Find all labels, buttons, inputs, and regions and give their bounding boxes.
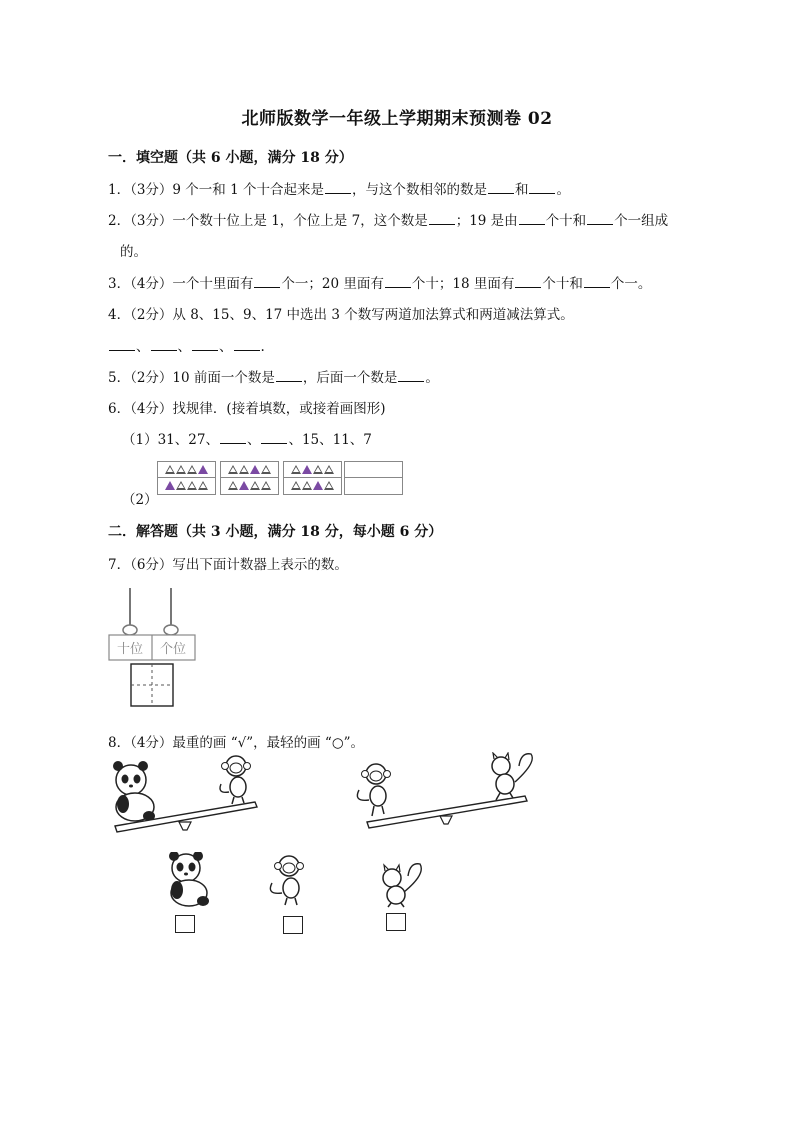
squirrel-choice-illustration	[380, 860, 426, 908]
triangle-outline-icon	[261, 481, 271, 490]
page-title: 北师版数学一年级上学期期末预测卷 02	[241, 109, 553, 129]
triangle-outline-icon	[187, 465, 197, 474]
q5-text-b: ，后面一个数是	[302, 370, 398, 386]
triangle-outline-icon	[324, 481, 334, 490]
q6-p1-text-b: 、15、11、7	[288, 432, 372, 448]
answer-blank[interactable]	[220, 431, 246, 444]
question-1	[108, 178, 570, 198]
tens-label: 十位	[116, 642, 144, 657]
triangle-outline-icon	[198, 481, 208, 490]
triangle-outline-icon	[261, 465, 271, 474]
answer-blank[interactable]	[385, 275, 411, 288]
answer-blank[interactable]	[234, 338, 260, 351]
answer-blank[interactable]	[261, 431, 287, 444]
monkey-answer-checkbox[interactable]	[283, 916, 303, 934]
answer-blank[interactable]	[192, 338, 218, 351]
answer-blank[interactable]	[109, 338, 135, 351]
pattern-box-1	[157, 461, 216, 495]
answer-blank[interactable]	[325, 181, 351, 194]
question-8: 8．（4分）最重的画 “√”，最轻的画 “○”。	[108, 735, 364, 751]
panda-choice-illustration	[162, 852, 214, 908]
triangle-outline-icon	[228, 465, 238, 474]
triangle-outline-icon	[176, 465, 186, 474]
triangle-outline-icon	[291, 465, 301, 474]
answer-blank[interactable]	[151, 338, 177, 351]
separator: 、	[246, 432, 261, 448]
squirrel-answer-checkbox[interactable]	[386, 913, 406, 931]
q6-p1-text-a: （1）31、27、	[122, 432, 219, 448]
q1-text-d: 。	[556, 182, 570, 198]
panda-answer-checkbox[interactable]	[175, 915, 195, 933]
answer-blank[interactable]	[519, 212, 545, 225]
q3-text-a: 3．（4分）一个十里面有	[108, 276, 254, 292]
question-2-cont: 的。	[120, 244, 147, 260]
separator: 、	[177, 339, 191, 355]
monkey-icon	[270, 856, 303, 905]
seesaw-pivot	[179, 822, 191, 830]
triangle-outline-icon	[291, 481, 301, 490]
section-solve-title: 二．解答题（共 3 小题，满分 18 分，每小题 6 分）	[108, 524, 443, 540]
answer-blank[interactable]	[429, 212, 455, 225]
q3-text-c: 个十；18 里面有	[411, 276, 515, 292]
answer-blank[interactable]	[276, 369, 302, 382]
answer-blank[interactable]	[584, 275, 610, 288]
question-2	[108, 209, 668, 229]
monkey-choice-illustration	[263, 855, 307, 907]
squirrel-icon	[492, 753, 532, 800]
question-4-answers	[108, 335, 265, 355]
question-4: 4．（2分）从 8、15、9、17 中选出 3 个数写两道加法算式和两道减法算式。	[108, 307, 574, 323]
monkey-icon	[220, 756, 251, 804]
q2-text-c: 个十和	[545, 213, 587, 229]
triangle-filled-icon	[165, 481, 175, 490]
question-6: 6．（4分）找规律．(接着填数，或接着画图形)	[108, 401, 386, 417]
end-mark: .	[260, 339, 265, 355]
separator: 、	[219, 339, 233, 355]
answer-blank[interactable]	[398, 369, 424, 382]
q3-text-e: 个一。	[610, 276, 652, 292]
q1-text-a: 1．（3分）9 个一和 1 个十合起来是	[108, 182, 324, 198]
question-5	[108, 366, 439, 386]
seesaw-pivot	[440, 816, 452, 824]
seesaw-monkey-squirrel	[345, 752, 545, 832]
squirrel-icon	[383, 864, 421, 907]
q2-text-d: 个一组成	[614, 213, 669, 229]
pattern-box-2	[220, 461, 279, 495]
triangle-outline-icon	[313, 465, 323, 474]
answer-blank[interactable]	[254, 275, 280, 288]
q2-text-b: ；19 是由	[455, 213, 518, 229]
separator: 、	[136, 339, 150, 355]
triangle-outline-icon	[302, 481, 312, 490]
pattern-box-3	[283, 461, 342, 495]
q3-text-d: 个十和	[542, 276, 583, 292]
question-6-part-1	[122, 428, 372, 448]
seesaw-panda-monkey	[105, 752, 270, 836]
panda-icon	[169, 852, 209, 906]
triangle-filled-icon	[198, 465, 208, 474]
section-fill-in-title: 一．填空题（共 6 小题，满分 18 分）	[108, 150, 353, 166]
answer-blank[interactable]	[587, 212, 613, 225]
answer-blank[interactable]	[515, 275, 541, 288]
triangle-outline-icon	[187, 481, 197, 490]
q5-text-a: 5．（2分）10 前面一个数是	[108, 370, 275, 386]
triangle-outline-icon	[239, 465, 249, 474]
pattern-box-empty[interactable]	[344, 461, 403, 495]
triangle-outline-icon	[324, 465, 334, 474]
q2-text-a: 2．（3分）一个数十位上是 1，个位上是 7，这个数是	[108, 213, 428, 229]
abacus-counter-illustration	[105, 586, 201, 710]
ones-label: 个位	[159, 642, 187, 657]
panda-icon	[113, 761, 155, 821]
triangle-filled-icon	[239, 481, 249, 490]
monkey-icon	[357, 764, 390, 816]
triangle-outline-icon	[176, 481, 186, 490]
triangle-filled-icon	[250, 465, 260, 474]
q3-text-b: 个一；20 里面有	[281, 276, 384, 292]
tens-rod-knob	[123, 625, 137, 635]
triangle-outline-icon	[165, 465, 175, 474]
ones-rod-knob	[164, 625, 178, 635]
question-6-part-2: （2）	[122, 492, 158, 508]
q1-text-c: 和	[514, 182, 529, 198]
triangle-outline-icon	[250, 481, 260, 490]
triangle-filled-icon	[302, 465, 312, 474]
q5-text-c: 。	[425, 370, 439, 386]
question-7: 7．（6分）写出下面计数器上表示的数。	[108, 557, 348, 573]
answer-blank[interactable]	[529, 181, 555, 194]
triangle-filled-icon	[313, 481, 323, 490]
answer-blank[interactable]	[488, 181, 514, 194]
question-3	[108, 272, 651, 292]
triangle-outline-icon	[228, 481, 238, 490]
q1-text-b: ，与这个数相邻的数是	[351, 182, 487, 198]
